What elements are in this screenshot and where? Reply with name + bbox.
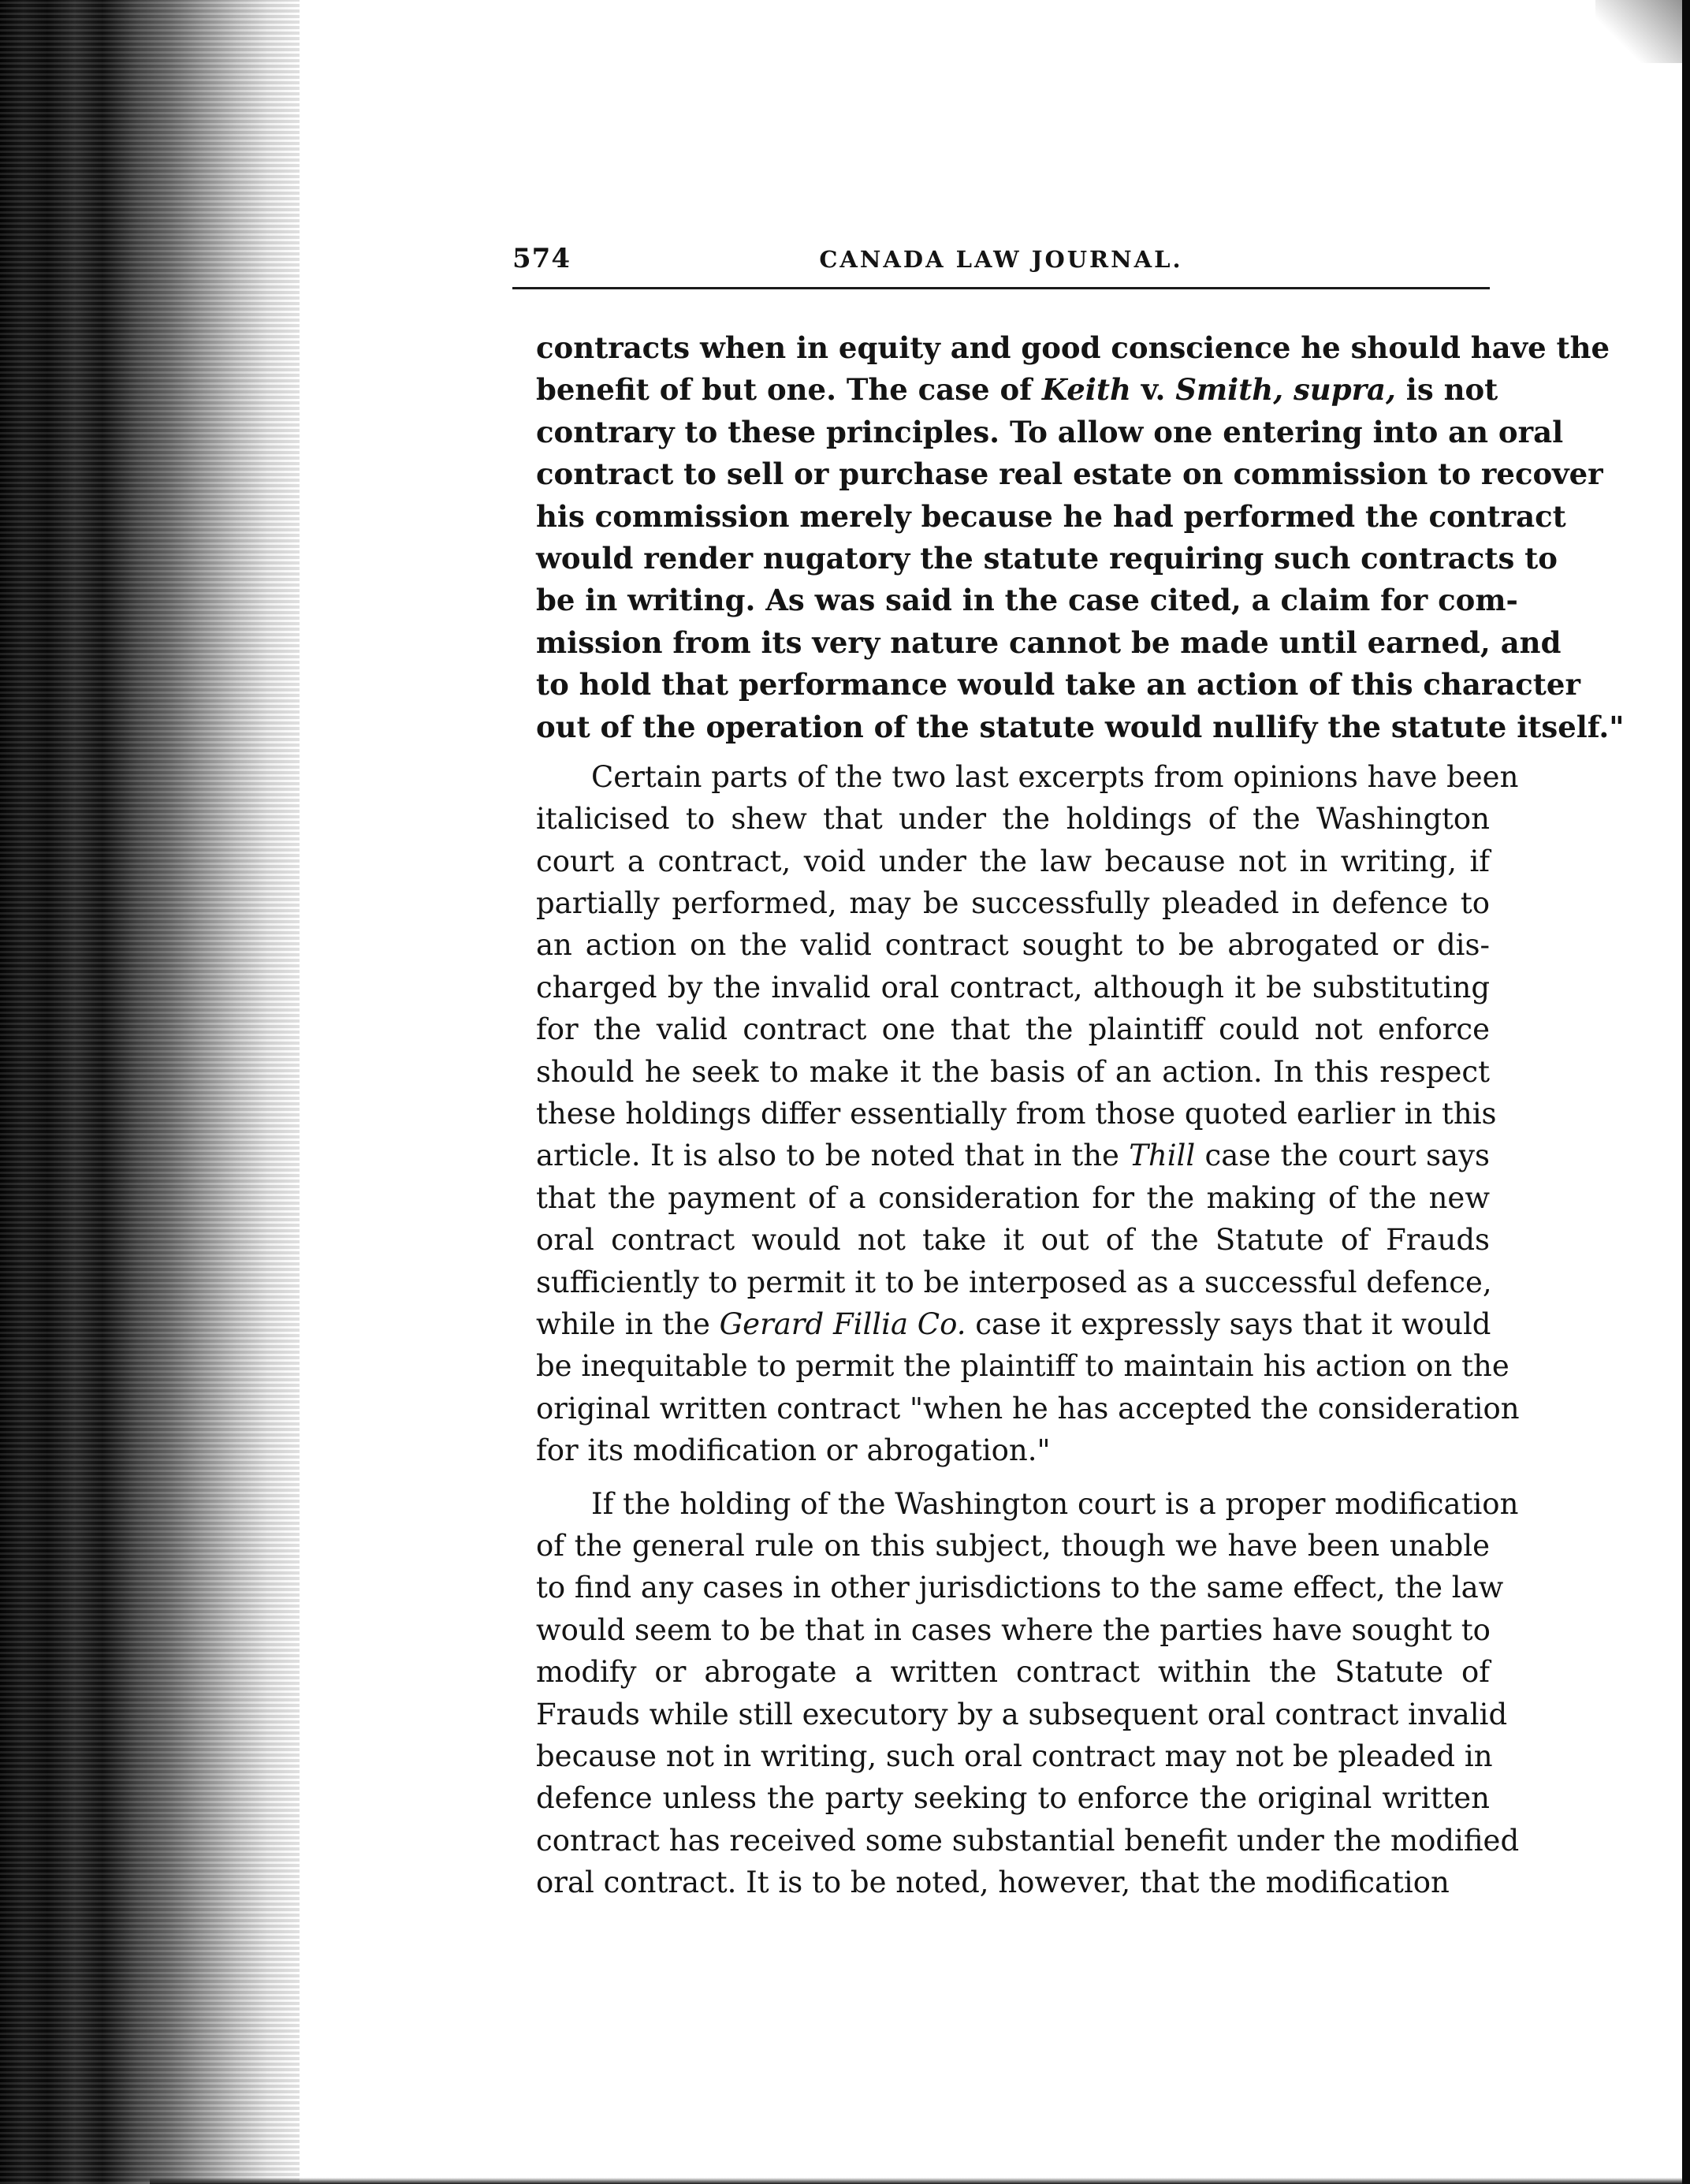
text-line: for its modification or abrogation."	[536, 1433, 1051, 1468]
text-line: be in writing. As was said in the case cited, a claim for com-	[536, 583, 1518, 618]
text-line: to find any cases in other jurisdictions to the same effect, the law	[536, 1571, 1504, 1605]
paragraph	[536, 1483, 1520, 1904]
scan-gutter-shadow	[0, 0, 300, 2184]
text-line: partially performed, may be successfully pleaded in defence to	[536, 886, 1490, 921]
text-line: would seem to be that in cases where the parties have sought to	[536, 1612, 1491, 1647]
text-line: of the general rule on this subject, though we have been unable	[536, 1528, 1490, 1563]
text-line: Frauds while still executory by a subsequent oral contract invalid	[536, 1697, 1508, 1731]
text-line: benefit of but one. The case of Keith v. Smith, supra, is not	[536, 372, 1498, 408]
text-line: charged by the invalid oral contract, although it be substituting	[536, 970, 1490, 1004]
text-line: should he seek to make it the basis of an action. In this respect	[536, 1054, 1490, 1089]
text-line: defence unless the party seeking to enforce the original written	[536, 1781, 1490, 1816]
text-line: because not in writing, such oral contract may not be pleaded in	[536, 1739, 1493, 1773]
text-line: an action on the valid contract sought to be abrogated or dis-	[536, 928, 1490, 963]
text-line: modify or abrogate a written contract within the Statute of	[536, 1655, 1490, 1690]
page-header	[512, 243, 1490, 282]
text-line: oral contract. It is to be noted, however, that the modification	[536, 1865, 1450, 1900]
text-line: contract has received some substantial benefit under the modified	[536, 1823, 1520, 1858]
body-text	[536, 327, 1625, 1903]
page-number: 574	[512, 243, 571, 274]
text-line: his commission merely because he had performed the contract	[536, 498, 1566, 534]
scan-right-edge	[1682, 0, 1690, 2184]
text-line: out of the operation of the statute would nullify the statute itself."	[536, 709, 1625, 744]
text-line: oral contract would not take it out of the Statute of Frauds	[536, 1223, 1490, 1258]
text-line: mission from its very nature cannot be made until earned, and	[536, 624, 1562, 660]
text-line: original written contract "when he has accepted the consideration	[536, 1391, 1520, 1426]
text-line: If the holding of the Washington court is a proper modification	[591, 1486, 1519, 1521]
text-line: Certain parts of the two last excerpts from opinions have been	[591, 759, 1519, 794]
text-line: contracts when in equity and good conscience he should have the	[536, 330, 1610, 365]
text-line: these holdings differ essentially from those quoted earlier in this	[536, 1097, 1497, 1131]
text-line: italicised to shew that under the holdings of the Washington	[536, 802, 1490, 837]
text-line: contract to sell or purchase real estate on commission to recover	[536, 457, 1603, 492]
header-rule	[512, 287, 1490, 289]
text-line: article. It is also to be noted that in the Thill case the court says	[536, 1139, 1490, 1173]
scan-corner-noise	[1595, 0, 1682, 63]
paragraph	[536, 327, 1625, 748]
text-line: while in the Gerard Fillia Co. case it expressly says that it would	[536, 1306, 1491, 1341]
text-line: contrary to these principles. To allow one entering into an oral	[536, 414, 1564, 449]
running-head: CANADA LAW JOURNAL.	[819, 246, 1183, 273]
scan-bottom-edge	[150, 2178, 1682, 2184]
paragraph	[536, 756, 1520, 1472]
text-line: would render nugatory the statute requiring such contracts to	[536, 540, 1558, 576]
text-line: be inequitable to permit the plaintiff to maintain his action on the	[536, 1349, 1509, 1384]
text-line: court a contract, void under the law because not in writing, if	[536, 844, 1490, 878]
text-line: to hold that performance would take an action of this character	[536, 667, 1580, 703]
text-line: that the payment of a consideration for the making of the new	[536, 1180, 1490, 1215]
text-line: for the valid contract one that the plaintiff could not enforce	[536, 1012, 1490, 1047]
text-line: sufficiently to permit it to be interposed as a successful defence,	[536, 1265, 1492, 1299]
